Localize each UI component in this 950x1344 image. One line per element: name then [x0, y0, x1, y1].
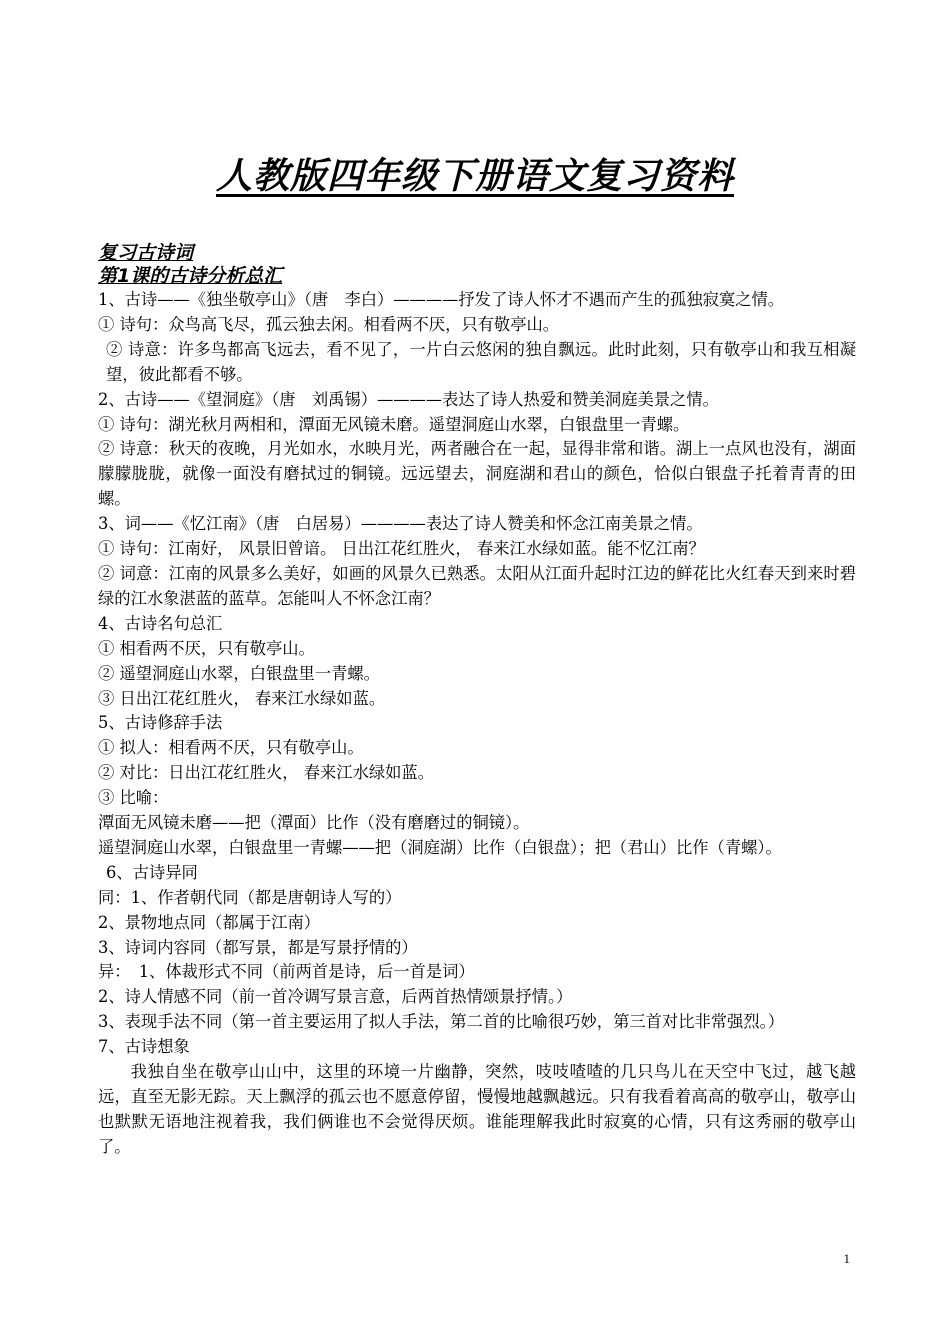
famous-line-item: ① 相看两不厌，只有敬亭山。 [98, 638, 315, 658]
poem-3-summary: 3、词——《忆江南》（唐 白居易）————表达了诗人赞美和怀念江南美景之情。 [98, 514, 703, 534]
poem-2-meaning: ② 诗意：秋天的夜晚，月光如水，水映月光，两者融合在一起，显得非常和谐。湖上一点风也没有，湖面朦朦胧胧，就像一面没有磨拭过的铜镜。远远望去，洞庭湖和君山的颜色，恰似白银盘子托着青青的田螺。 [98, 439, 856, 509]
subsection-heading: 第1课的古诗分析总汇 [98, 265, 283, 287]
metaphor-example: 遥望洞庭山水翠，白银盘里一青螺——把（洞庭湖）比作（白银盘）；把（君山）比作（青螺）。 [98, 837, 782, 857]
difference-item: 异： 1、体裁形式不同（前两首是诗，后一首是词） [98, 962, 475, 982]
poem-1-meaning: ② 诗意：许多鸟都高飞远去，看不见了，一片白云悠闲的独自飘远。此时此刻，只有敬亭山和我互相凝望，彼此都看不够。 [106, 339, 856, 384]
famous-lines-heading: 4、古诗名句总汇 [98, 613, 223, 633]
document-title: 人教版四年级下册语文复习资料 [215, 156, 734, 197]
poem-1-verse: ① 诗句：众鸟高飞尽，孤云独去闲。相看两不厌，只有敬亭山。 [98, 314, 560, 334]
rhetoric-heading: 5、古诗修辞手法 [98, 713, 223, 733]
metaphor-example: 潭面无风镜未磨——把（潭面）比作（没有磨磨过的铜镜）。 [98, 813, 530, 833]
rhetoric-item: ③ 比喻： [98, 788, 169, 808]
similarity-item: 3、诗词内容同（都写景，都是写景抒情的） [98, 937, 418, 957]
difference-item: 2、诗人情感不同（前一首冷调写景言意，后两首热情颂景抒情。） [98, 987, 573, 1007]
difference-item: 3、表现手法不同（第一首主要运用了拟人手法，第二首的比喻很巧妙，第三首对比非常强烈。） [98, 1012, 785, 1032]
poem-1-summary: 1、古诗——《独坐敬亭山》（唐 李白）————抒发了诗人怀才不遇而产生的孤独寂寞之情。 [98, 290, 785, 309]
poem-3-meaning: ② 词意：江南的风景多么美好，如画的风景久已熟悉。太阳从江面升起时江边的鲜花比火红春天到来时碧绿的江水象湛蓝的蓝草。怎能叫人不怀念江南？ [98, 563, 856, 608]
imagination-heading: 7、古诗想象 [98, 1037, 190, 1057]
imagination-paragraph: 我独自坐在敬亭山山中，这里的环境一片幽静，突然，吱吱喳喳的几只鸟儿在天空中飞过，越飞越远，直至无影无踪。天上飘浮的孤云也不愿意停留，慢慢地越飘越远。只有我看着高高的敬亭山，敬亭山也默默无语地注视着我，我们俩谁也不会觉得厌烦。谁能理解我此时寂寞的心情，只有这秀丽的敬亭山了。 [98, 1062, 856, 1156]
rhetoric-item: ① 拟人：相看两不厌，只有敬亭山。 [98, 738, 364, 758]
page-number: 1 [843, 1251, 850, 1266]
famous-line-item: ③ 日出江花红胜火， 春来江水绿如蓝。 [98, 688, 386, 708]
poem-2-summary: 2、古诗——《望洞庭》（唐 刘禹锡）————表达了诗人热爱和赞美洞庭美景之情。 [98, 389, 719, 409]
similarity-item: 同：1、作者朝代同（都是唐朝诗人写的） [98, 887, 402, 907]
similarity-item: 2、景物地点同（都属于江南） [98, 912, 321, 932]
rhetoric-item: ② 对比：日出江花红胜火， 春来江水绿如蓝。 [98, 763, 434, 783]
poem-2-verse: ① 诗句：湖光秋月两相和，潭面无风镜未磨。遥望洞庭山水翠，白银盘里一青螺。 [98, 414, 690, 434]
comparison-heading: 6、古诗异同 [106, 862, 198, 882]
famous-line-item: ② 遥望洞庭山水翠，白银盘里一青螺。 [98, 663, 380, 683]
document-body [98, 242, 856, 1160]
section-heading: 复习古诗词 [98, 242, 194, 264]
poem-3-verse: ① 诗句：江南好， 风景旧曾谙。 日出江花红胜火， 春来江水绿如蓝。能不忆江南？ [98, 539, 705, 559]
